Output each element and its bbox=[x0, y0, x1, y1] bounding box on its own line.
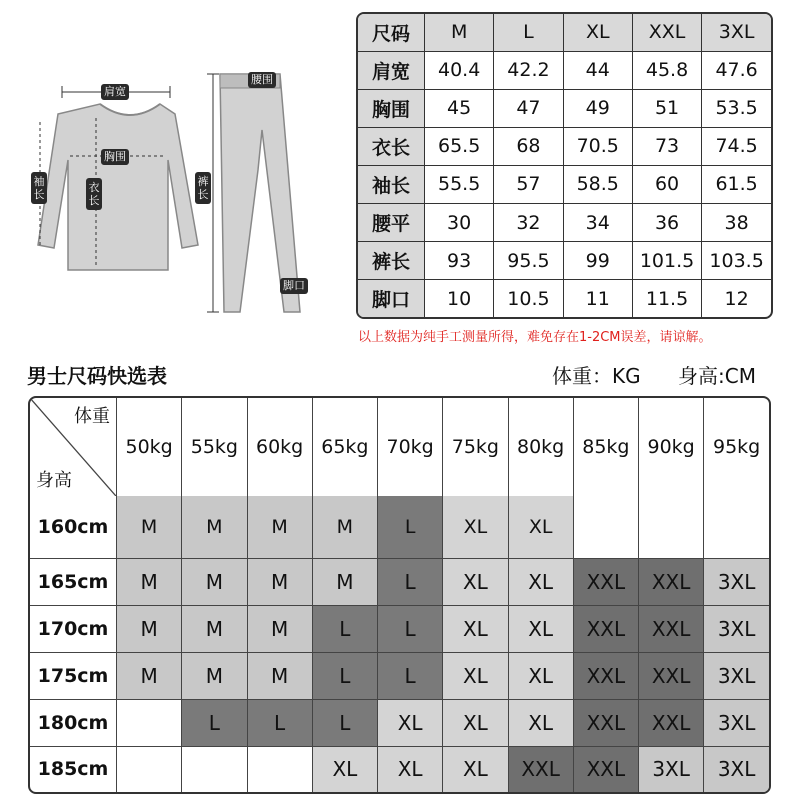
size-measurement-table bbox=[356, 12, 773, 319]
size-recommendation-cell bbox=[639, 496, 704, 559]
weight-header: 95kg bbox=[704, 398, 769, 496]
sleeve-length-tag: 袖长 bbox=[31, 172, 47, 204]
size-recommendation-cell: XL bbox=[508, 496, 573, 559]
size-recommendation-cell: XXL bbox=[573, 605, 638, 652]
height-label: 160cm bbox=[30, 496, 117, 559]
size-recommendation-cell bbox=[704, 496, 769, 559]
size-header-cell: L bbox=[494, 14, 563, 51]
measurement-value: 30 bbox=[425, 203, 494, 241]
size-recommendation-cell: XXL bbox=[639, 652, 704, 699]
weight-header-row bbox=[30, 398, 769, 496]
size-recommendation-cell: XL bbox=[443, 496, 508, 559]
size-recommendation-cell bbox=[117, 699, 182, 746]
corner-cell bbox=[30, 398, 117, 496]
size-row bbox=[358, 89, 771, 127]
size-recommendation-cell: XXL bbox=[639, 559, 704, 606]
size-recommendation-cell: L bbox=[378, 496, 443, 559]
measurement-value: 10 bbox=[425, 280, 494, 317]
measurement-label: 肩宽 bbox=[358, 51, 425, 89]
size-recommendation-cell: XXL bbox=[508, 746, 573, 792]
size-recommendation-cell: L bbox=[312, 699, 377, 746]
measurement-note: 以上数据为纯手工测量所得，难免存在1-2CM误差，请谅解。 bbox=[358, 330, 712, 345]
size-recommendation-cell: XXL bbox=[573, 699, 638, 746]
size-recommendation-cell: M bbox=[312, 496, 377, 559]
size-recommendation-cell: M bbox=[312, 559, 377, 606]
size-header-cell: M bbox=[425, 14, 494, 51]
weight-header: 75kg bbox=[443, 398, 508, 496]
height-label: 180cm bbox=[30, 699, 117, 746]
measurement-value: 99 bbox=[563, 242, 632, 280]
size-recommendation-cell: XL bbox=[443, 559, 508, 606]
size-recommendation-cell: 3XL bbox=[704, 605, 769, 652]
size-recommendation-cell: XL bbox=[443, 652, 508, 699]
height-row bbox=[30, 652, 769, 699]
size-recommendation-cell: XL bbox=[378, 699, 443, 746]
measurement-value: 10.5 bbox=[494, 280, 563, 317]
size-recommendation-cell: XXL bbox=[573, 652, 638, 699]
measurement-value: 65.5 bbox=[425, 127, 494, 165]
size-header-row bbox=[358, 14, 771, 51]
measurement-value: 32 bbox=[494, 203, 563, 241]
garment-illustration bbox=[0, 0, 350, 330]
measurement-value: 68 bbox=[494, 127, 563, 165]
pants-shape bbox=[220, 74, 300, 312]
size-recommendation-cell: XXL bbox=[639, 605, 704, 652]
size-row bbox=[358, 51, 771, 89]
size-recommendation-cell: M bbox=[182, 496, 247, 559]
size-recommendation-cell: M bbox=[182, 652, 247, 699]
measurement-value: 74.5 bbox=[702, 127, 771, 165]
size-header-cell: 3XL bbox=[702, 14, 771, 51]
size-recommendation-cell: M bbox=[117, 559, 182, 606]
measurement-label: 衣长 bbox=[358, 127, 425, 165]
corner-height-label: 身高 bbox=[36, 470, 72, 492]
measurement-value: 70.5 bbox=[563, 127, 632, 165]
measurement-value: 45.8 bbox=[632, 51, 701, 89]
measurement-value: 12 bbox=[702, 280, 771, 317]
quick-chart-title: 男士尺码快选表 bbox=[27, 364, 167, 388]
size-recommendation-cell: M bbox=[247, 559, 312, 606]
size-recommendation-cell: L bbox=[378, 652, 443, 699]
size-recommendation-cell: 3XL bbox=[704, 559, 769, 606]
height-label: 165cm bbox=[30, 559, 117, 606]
measurement-value: 93 bbox=[425, 242, 494, 280]
chest-tag: 胸围 bbox=[101, 149, 129, 165]
measurement-value: 95.5 bbox=[494, 242, 563, 280]
size-recommendation-cell: M bbox=[117, 652, 182, 699]
size-recommendation-cell: XL bbox=[312, 746, 377, 792]
size-header-cell: XXL bbox=[632, 14, 701, 51]
measurement-value: 51 bbox=[632, 89, 701, 127]
weight-header: 65kg bbox=[312, 398, 377, 496]
body-length-tag: 衣长 bbox=[86, 178, 102, 210]
weight-header: 85kg bbox=[573, 398, 638, 496]
size-row bbox=[358, 165, 771, 203]
size-recommendation-cell: XL bbox=[443, 605, 508, 652]
size-recommendation-cell: XXL bbox=[573, 559, 638, 606]
measurement-value: 34 bbox=[563, 203, 632, 241]
size-recommendation-cell: M bbox=[247, 496, 312, 559]
measurement-value: 103.5 bbox=[702, 242, 771, 280]
weight-header: 90kg bbox=[639, 398, 704, 496]
measurement-value: 60 bbox=[632, 165, 701, 203]
size-row bbox=[358, 127, 771, 165]
size-recommendation-cell: XL bbox=[508, 559, 573, 606]
measurement-value: 42.2 bbox=[494, 51, 563, 89]
height-row bbox=[30, 559, 769, 606]
size-recommendation-cell: 3XL bbox=[704, 746, 769, 792]
measurement-value: 53.5 bbox=[702, 89, 771, 127]
size-recommendation-cell: XL bbox=[443, 746, 508, 792]
shirt-shape bbox=[38, 104, 198, 270]
measurement-value: 44 bbox=[563, 51, 632, 89]
size-recommendation-cell: XL bbox=[508, 652, 573, 699]
size-header-cell: 尺码 bbox=[358, 14, 425, 51]
measurement-value: 61.5 bbox=[702, 165, 771, 203]
size-recommendation-cell: 3XL bbox=[639, 746, 704, 792]
size-recommendation-cell: M bbox=[117, 496, 182, 559]
measurement-value: 55.5 bbox=[425, 165, 494, 203]
size-recommendation-cell: XL bbox=[508, 605, 573, 652]
measurement-value: 45 bbox=[425, 89, 494, 127]
measurement-label: 脚口 bbox=[358, 280, 425, 317]
size-recommendation-cell: L bbox=[182, 699, 247, 746]
measurement-label: 裤长 bbox=[358, 242, 425, 280]
size-recommendation-cell: L bbox=[312, 652, 377, 699]
size-recommendation-cell bbox=[117, 746, 182, 792]
height-row bbox=[30, 746, 769, 792]
measurement-value: 73 bbox=[632, 127, 701, 165]
size-recommendation-cell: XL bbox=[378, 746, 443, 792]
size-row bbox=[358, 203, 771, 241]
weight-header: 80kg bbox=[508, 398, 573, 496]
height-row bbox=[30, 605, 769, 652]
size-recommendation-cell: M bbox=[117, 605, 182, 652]
weight-header: 70kg bbox=[378, 398, 443, 496]
size-header-cell: XL bbox=[563, 14, 632, 51]
measurement-value: 38 bbox=[702, 203, 771, 241]
measurement-value: 36 bbox=[632, 203, 701, 241]
measurement-label: 胸围 bbox=[358, 89, 425, 127]
pants-length-tag: 裤长 bbox=[195, 172, 211, 204]
weight-header: 50kg bbox=[117, 398, 182, 496]
size-quick-chart bbox=[28, 396, 771, 794]
measurement-value: 49 bbox=[563, 89, 632, 127]
measurement-value: 11.5 bbox=[632, 280, 701, 317]
size-recommendation-cell: L bbox=[312, 605, 377, 652]
measurement-label: 腰平 bbox=[358, 203, 425, 241]
size-recommendation-cell: XL bbox=[508, 699, 573, 746]
size-recommendation-cell bbox=[182, 746, 247, 792]
measurement-label: 袖长 bbox=[358, 165, 425, 203]
weight-header: 60kg bbox=[247, 398, 312, 496]
size-recommendation-cell: 3XL bbox=[704, 652, 769, 699]
measurement-value: 101.5 bbox=[632, 242, 701, 280]
size-recommendation-cell: XL bbox=[443, 699, 508, 746]
corner-weight-label: 体重 bbox=[74, 406, 110, 427]
height-unit-label: 身高:CM bbox=[678, 364, 756, 388]
height-label: 175cm bbox=[30, 652, 117, 699]
height-label: 185cm bbox=[30, 746, 117, 792]
measurement-value: 57 bbox=[494, 165, 563, 203]
size-recommendation-cell: L bbox=[247, 699, 312, 746]
size-recommendation-cell: M bbox=[182, 605, 247, 652]
size-recommendation-cell: M bbox=[247, 605, 312, 652]
size-recommendation-cell bbox=[573, 496, 638, 559]
measurement-value: 47 bbox=[494, 89, 563, 127]
size-recommendation-cell: XXL bbox=[639, 699, 704, 746]
size-recommendation-cell: XXL bbox=[573, 746, 638, 792]
waist-tag: 腰围 bbox=[248, 72, 276, 88]
size-row bbox=[358, 242, 771, 280]
weight-unit-label: 体重：KG bbox=[552, 364, 641, 388]
height-label: 170cm bbox=[30, 605, 117, 652]
height-row bbox=[30, 699, 769, 746]
measurement-value: 58.5 bbox=[563, 165, 632, 203]
measurement-value: 47.6 bbox=[702, 51, 771, 89]
weight-header: 55kg bbox=[182, 398, 247, 496]
size-recommendation-cell: M bbox=[182, 559, 247, 606]
measurement-value: 11 bbox=[563, 280, 632, 317]
measurement-value: 40.4 bbox=[425, 51, 494, 89]
leg-opening-tag: 脚口 bbox=[280, 278, 308, 294]
shoulder-width-tag: 肩宽 bbox=[101, 84, 129, 100]
size-row bbox=[358, 280, 771, 317]
size-recommendation-cell bbox=[247, 746, 312, 792]
size-recommendation-cell: L bbox=[378, 559, 443, 606]
size-recommendation-cell: 3XL bbox=[704, 699, 769, 746]
size-recommendation-cell: L bbox=[378, 605, 443, 652]
height-row bbox=[30, 496, 769, 559]
size-recommendation-cell: M bbox=[247, 652, 312, 699]
quick-chart-body bbox=[30, 496, 769, 792]
